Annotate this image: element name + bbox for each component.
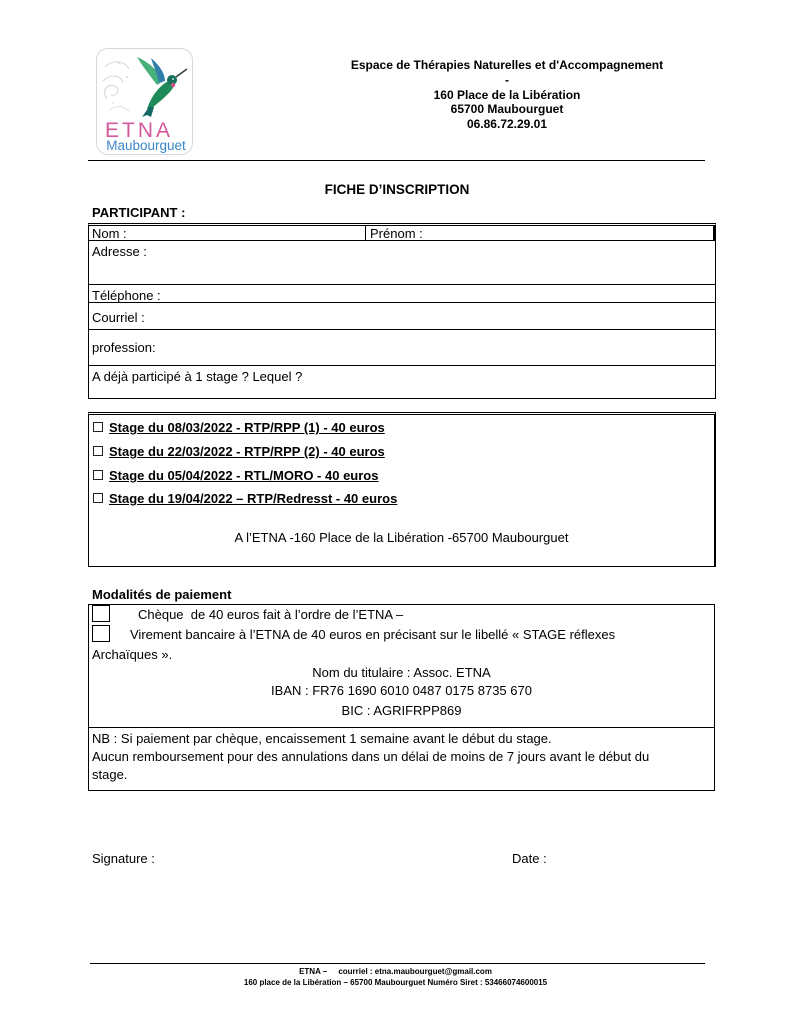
profession-label: profession: [92,340,156,355]
nom-field [89,226,365,240]
nb-note-line: NB : Si paiement par chèque, encaissement 1 semaine avant le début du stage. [92,731,552,746]
checkbox-icon [93,422,103,432]
telephone-label: Téléphone : [92,288,161,303]
etna-logo [96,48,193,155]
courriel-label: Courriel : [92,310,145,325]
footer-address: 160 place de la Libération – 65700 Maubourguet Numéro Siret : 53466074600015 [243,978,548,987]
courriel-field [89,303,715,330]
prenom-label: Prénom : [370,226,423,241]
organization-street: 160 Place de la Libération [433,87,581,102]
date-label: Date : [512,851,547,866]
checkbox-icon [92,625,110,642]
stage-option-label: Stage du 22/03/2022 - RTP/RPP (2) - 40 euros [109,444,385,459]
nom-label: Nom : [92,226,127,241]
stage-option-label: Stage du 19/04/2022 – RTP/Redresst - 40 euros [109,491,398,506]
adresse-field [89,241,715,285]
telephone-field [89,285,715,303]
account-holder: Nom du titulaire : Assoc. ETNA [312,665,491,680]
organization-phone: 06.86.72.29.01 [466,117,548,132]
page-title: FICHE D’INSCRIPTION [324,182,470,197]
stage-location: A l’ETNA -160 Place de la Libération -65700 Maubourguet [234,530,569,545]
hummingbird-icon [127,55,187,117]
profession-field [89,330,715,366]
footer-contact: ETNA – courriel : etna.maubourguet@gmail.com [299,967,492,976]
payment-box [88,604,715,791]
organization-address [300,58,714,132]
stage-option-label: Stage du 05/04/2022 - RTL/MORO - 40 euros [109,468,379,483]
name-row [89,226,715,241]
checkbox-icon [92,605,110,622]
header-divider [88,160,705,161]
checkbox-icon [93,493,103,503]
organization-separator: - [505,72,509,87]
participant-heading: PARTICIPANT : [92,205,186,220]
payment-divider [89,727,714,728]
participant-table [88,223,716,399]
signature-label: Signature : [92,851,155,866]
payment-heading: Modalités de paiement [92,587,232,602]
stage-option [93,469,378,483]
prenom-field [365,226,715,240]
virement-option-label: Virement bancaire à l’ETNA de 40 euros en précisant sur le libellé « STAGE réflexes [130,627,616,642]
stage-option [93,421,385,435]
cheque-option-label: Chèque de 40 euros fait à l’ordre de l’ETNA – [138,607,404,622]
stage-selection-box [88,412,716,567]
checkbox-icon [93,470,103,480]
nb-note-line: Aucun remboursement pour des annulations dans un délai de moins de 7 jours avant le début du [92,749,650,764]
logo-name: ETNA [104,119,173,142]
adresse-label: Adresse : [92,244,147,259]
iban: IBAN : FR76 1690 6010 0487 0175 8735 670 [271,683,532,698]
previous-stage-field [89,366,715,398]
organization-name: Espace de Thérapies Naturelles et d'Accompagnement [350,58,664,72]
virement-option-continuation: Archaïques ». [92,647,173,662]
checkbox-icon [93,446,103,456]
nb-note-line: stage. [92,767,128,782]
bic: BIC : AGRIFRPP869 [341,703,462,718]
stage-option [93,445,385,459]
stage-option [93,492,397,506]
organization-city: 65700 Maubourguet [450,102,564,117]
footer-divider [90,963,705,964]
logo-town: Maubourguet [106,138,186,153]
stage-option-label: Stage du 08/03/2022 - RTP/RPP (1) - 40 euros [109,420,385,435]
previous-stage-label: A déjà participé à 1 stage ? Lequel ? [92,369,303,384]
